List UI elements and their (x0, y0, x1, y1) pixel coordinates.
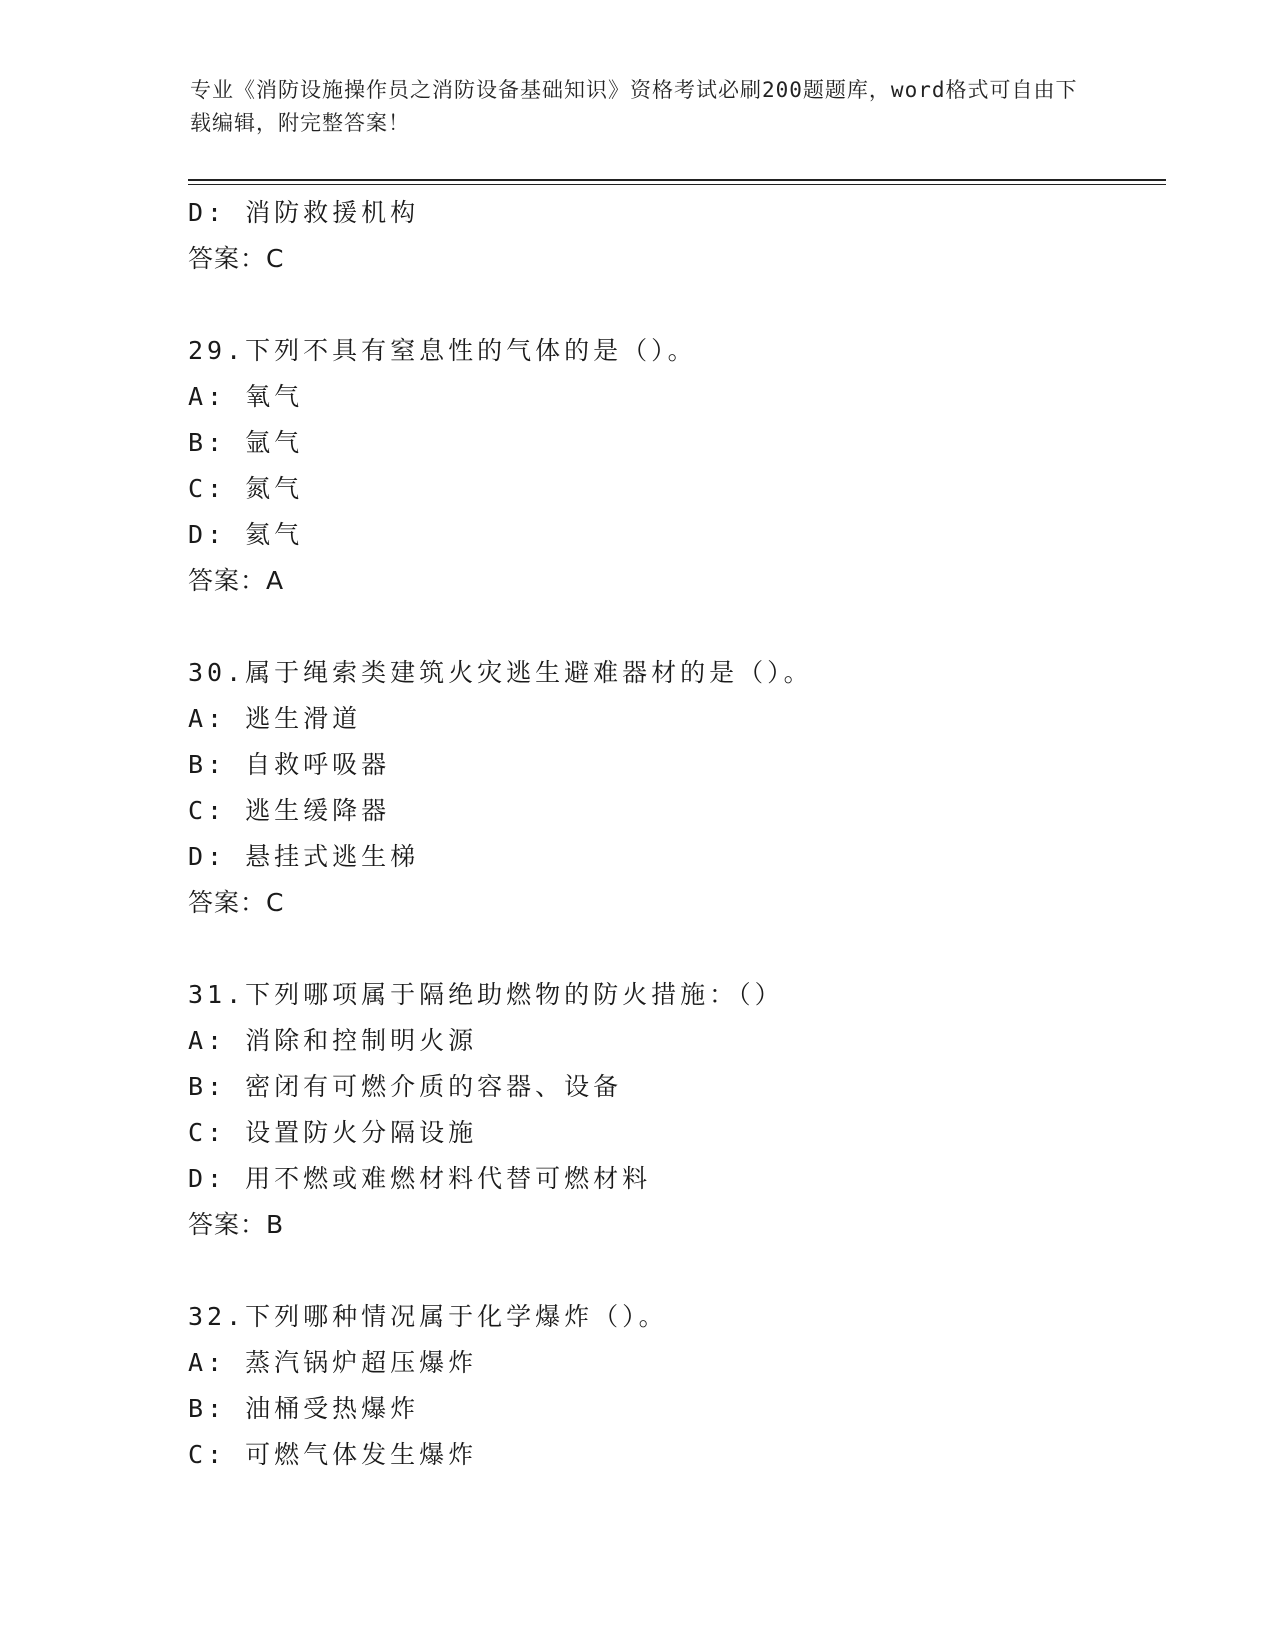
document-header: 专业《消防设施操作员之消防设备基础知识》资格考试必刷200题题库，word格式可自由下载编辑，附完整答案！ (190, 78, 1078, 135)
option-d: D: 用不燃或难燃材料代替可燃材料 (188, 1164, 652, 1193)
prev-option-d: D: 消防救援机构 (188, 198, 420, 227)
option-b: B: 自救呼吸器 (188, 750, 391, 779)
option-c: C: 逃生缓降器 (188, 796, 391, 825)
option-b: B: 氩气 (188, 428, 304, 457)
spacer (188, 604, 1168, 650)
spacer (188, 926, 1168, 972)
option-d: D: 氦气 (188, 520, 304, 549)
answer: 答案：B (188, 1210, 285, 1239)
spacer (188, 282, 1168, 328)
spacer (188, 1248, 1168, 1294)
option-a: A: 氧气 (188, 382, 304, 411)
option-c: C: 可燃气体发生爆炸 (188, 1440, 478, 1469)
option-b: B: 密闭有可燃介质的容器、设备 (188, 1072, 623, 1101)
question-list (188, 190, 1168, 1478)
answer: 答案：A (188, 566, 285, 595)
option-d: D: 悬挂式逃生梯 (188, 842, 420, 871)
answer: 答案：C (188, 888, 285, 917)
header-divider-thick (188, 179, 1166, 181)
question-stem: 30.属于绳索类建筑火灾逃生避难器材的是（）。 (188, 658, 813, 687)
option-a: A: 消除和控制明火源 (188, 1026, 478, 1055)
prev-answer: 答案：C (188, 244, 285, 273)
option-a: A: 蒸汽锅炉超压爆炸 (188, 1348, 478, 1377)
header-divider-thin (188, 184, 1166, 185)
question-stem: 29.下列不具有窒息性的气体的是（）。 (188, 336, 697, 365)
option-a: A: 逃生滑道 (188, 704, 362, 733)
question-stem: 32.下列哪种情况属于化学爆炸（）。 (188, 1302, 668, 1331)
option-c: C: 设置防火分隔设施 (188, 1118, 478, 1147)
option-c: C: 氮气 (188, 474, 304, 503)
question-stem: 31.下列哪项属于隔绝助燃物的防火措施：（） (188, 980, 784, 1009)
option-b: B: 油桶受热爆炸 (188, 1394, 420, 1423)
